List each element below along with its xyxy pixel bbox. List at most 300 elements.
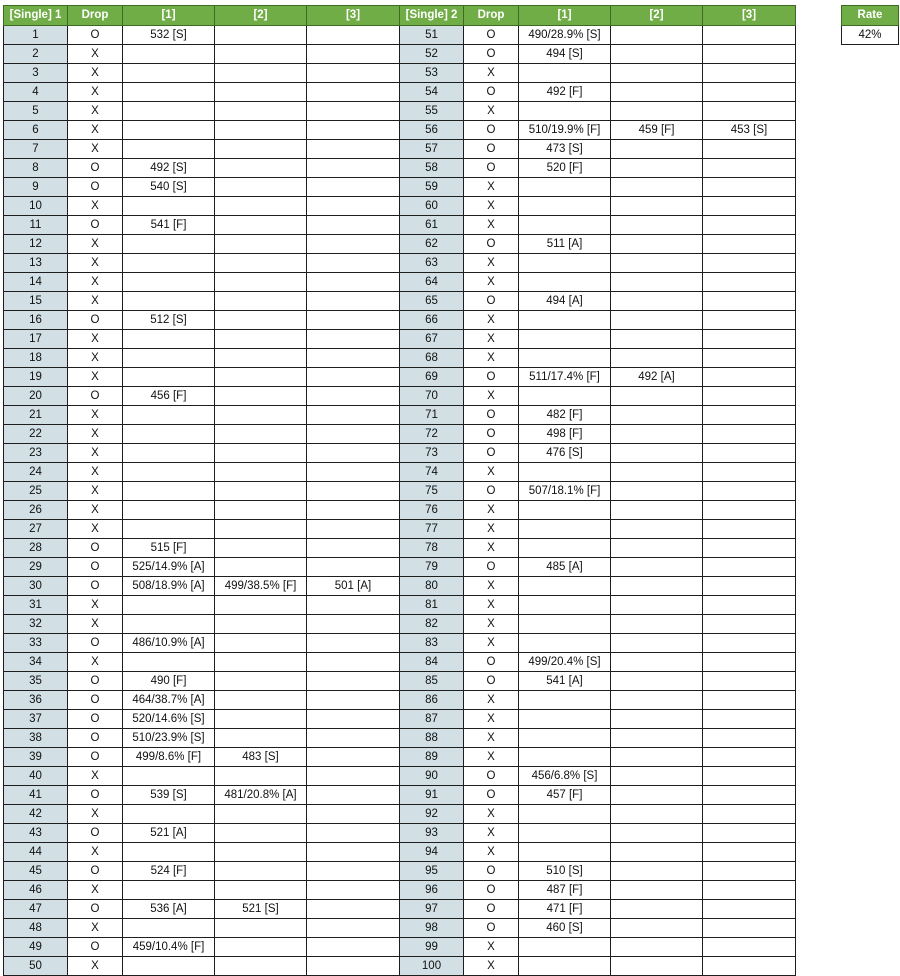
value-cell-1[interactable] [123,292,215,311]
drop-cell[interactable]: O [68,634,123,653]
column-header-index[interactable]: [Single] 1 [4,6,68,26]
value-cell-3[interactable] [703,178,796,197]
row-index-cell[interactable]: 90 [400,767,464,786]
value-cell-1[interactable]: 541 [F] [123,216,215,235]
value-cell-1[interactable] [123,767,215,786]
value-cell-2[interactable] [611,102,703,121]
value-cell-2[interactable] [215,938,307,957]
drop-cell[interactable]: X [464,387,519,406]
row-index-cell[interactable]: 84 [400,653,464,672]
drop-cell[interactable]: X [464,843,519,862]
row-index-cell[interactable]: 51 [400,26,464,45]
drop-cell[interactable]: O [68,748,123,767]
value-cell-1[interactable]: 520/14.6% [S] [123,710,215,729]
value-cell-1[interactable] [123,83,215,102]
value-cell-1[interactable]: 520 [F] [519,159,611,178]
value-cell-1[interactable]: 492 [S] [123,159,215,178]
row-index-cell[interactable]: 43 [4,824,68,843]
value-cell-1[interactable] [123,235,215,254]
value-cell-2[interactable] [611,64,703,83]
value-cell-2[interactable] [611,216,703,235]
value-cell-2[interactable] [215,83,307,102]
drop-cell[interactable]: X [68,197,123,216]
row-index-cell[interactable]: 69 [400,368,464,387]
value-cell-3[interactable] [307,957,400,976]
value-cell-2[interactable] [215,311,307,330]
value-cell-2[interactable] [611,273,703,292]
value-cell-3[interactable] [703,729,796,748]
value-cell-3[interactable] [307,197,400,216]
row-index-cell[interactable]: 60 [400,197,464,216]
drop-cell[interactable]: X [464,197,519,216]
row-index-cell[interactable]: 29 [4,558,68,577]
value-cell-3[interactable] [703,406,796,425]
value-cell-3[interactable] [307,178,400,197]
value-cell-1[interactable] [519,311,611,330]
drop-cell[interactable]: O [68,938,123,957]
value-cell-3[interactable] [703,444,796,463]
value-cell-1[interactable] [519,691,611,710]
row-index-cell[interactable]: 67 [400,330,464,349]
value-cell-1[interactable] [519,102,611,121]
value-cell-2[interactable] [215,387,307,406]
value-cell-2[interactable] [611,520,703,539]
drop-cell[interactable]: X [464,216,519,235]
row-index-cell[interactable]: 33 [4,634,68,653]
drop-cell[interactable]: O [464,26,519,45]
value-cell-3[interactable] [703,691,796,710]
drop-cell[interactable]: O [68,900,123,919]
value-cell-2[interactable] [611,311,703,330]
row-index-cell[interactable]: 45 [4,862,68,881]
value-cell-2[interactable] [611,197,703,216]
drop-cell[interactable]: O [464,767,519,786]
value-cell-1[interactable] [519,577,611,596]
value-cell-2[interactable] [215,292,307,311]
value-cell-2[interactable] [611,235,703,254]
value-cell-3[interactable] [703,577,796,596]
row-index-cell[interactable]: 48 [4,919,68,938]
value-cell-2[interactable] [611,634,703,653]
row-index-cell[interactable]: 30 [4,577,68,596]
value-cell-2[interactable] [611,425,703,444]
value-cell-2[interactable] [215,330,307,349]
row-index-cell[interactable]: 7 [4,140,68,159]
drop-cell[interactable]: O [464,159,519,178]
value-cell-1[interactable] [519,254,611,273]
value-cell-2[interactable] [215,843,307,862]
value-cell-1[interactable] [123,463,215,482]
value-cell-3[interactable] [703,634,796,653]
value-cell-3[interactable] [703,539,796,558]
drop-cell[interactable]: O [68,691,123,710]
value-cell-1[interactable] [519,64,611,83]
value-cell-1[interactable] [519,178,611,197]
value-cell-3[interactable] [307,596,400,615]
value-cell-3[interactable] [703,216,796,235]
value-cell-1[interactable] [519,843,611,862]
value-cell-3[interactable] [703,862,796,881]
value-cell-2[interactable] [215,729,307,748]
value-cell-1[interactable] [519,615,611,634]
value-cell-2[interactable] [611,710,703,729]
row-index-cell[interactable]: 15 [4,292,68,311]
value-cell-1[interactable]: 508/18.9% [A] [123,577,215,596]
drop-cell[interactable]: X [68,273,123,292]
value-cell-2[interactable] [215,121,307,140]
value-cell-1[interactable] [123,425,215,444]
value-cell-1[interactable]: 459/10.4% [F] [123,938,215,957]
value-cell-1[interactable] [519,463,611,482]
value-cell-2[interactable] [611,653,703,672]
value-cell-1[interactable]: 492 [F] [519,83,611,102]
row-index-cell[interactable]: 56 [400,121,464,140]
drop-cell[interactable]: O [464,425,519,444]
value-cell-3[interactable] [307,672,400,691]
value-cell-1[interactable]: 525/14.9% [A] [123,558,215,577]
drop-cell[interactable]: X [68,444,123,463]
value-cell-2[interactable] [215,45,307,64]
value-cell-2[interactable] [611,463,703,482]
row-index-cell[interactable]: 59 [400,178,464,197]
value-cell-3[interactable] [703,786,796,805]
drop-cell[interactable]: X [68,919,123,938]
row-index-cell[interactable]: 57 [400,140,464,159]
value-cell-2[interactable] [611,881,703,900]
value-cell-3[interactable] [307,121,400,140]
value-cell-2[interactable] [215,691,307,710]
drop-cell[interactable]: X [464,520,519,539]
drop-cell[interactable]: O [68,311,123,330]
value-cell-3[interactable] [307,292,400,311]
value-cell-3[interactable] [703,330,796,349]
value-cell-1[interactable] [519,216,611,235]
row-index-cell[interactable]: 71 [400,406,464,425]
drop-cell[interactable]: X [464,254,519,273]
value-cell-2[interactable] [611,558,703,577]
value-cell-2[interactable] [611,159,703,178]
drop-cell[interactable]: O [464,672,519,691]
column-header-3[interactable]: [3] [307,6,400,26]
value-cell-2[interactable]: 481/20.8% [A] [215,786,307,805]
value-cell-2[interactable] [611,26,703,45]
drop-cell[interactable]: X [68,83,123,102]
drop-cell[interactable]: O [464,786,519,805]
drop-cell[interactable]: X [68,805,123,824]
drop-cell[interactable]: O [464,406,519,425]
value-cell-2[interactable] [611,482,703,501]
value-cell-2[interactable] [215,539,307,558]
value-cell-3[interactable] [703,938,796,957]
row-index-cell[interactable]: 79 [400,558,464,577]
row-index-cell[interactable]: 22 [4,425,68,444]
value-cell-2[interactable] [611,330,703,349]
value-cell-2[interactable] [611,83,703,102]
value-cell-2[interactable] [215,425,307,444]
value-cell-3[interactable] [703,881,796,900]
drop-cell[interactable]: X [464,729,519,748]
row-index-cell[interactable]: 36 [4,691,68,710]
value-cell-1[interactable] [123,197,215,216]
value-cell-2[interactable]: 459 [F] [611,121,703,140]
drop-cell[interactable]: X [68,254,123,273]
row-index-cell[interactable]: 64 [400,273,464,292]
row-index-cell[interactable]: 41 [4,786,68,805]
drop-cell[interactable]: X [464,273,519,292]
value-cell-3[interactable] [307,463,400,482]
value-cell-3[interactable] [703,387,796,406]
value-cell-1[interactable]: 494 [A] [519,292,611,311]
value-cell-1[interactable] [519,710,611,729]
value-cell-3[interactable] [703,501,796,520]
rate-value[interactable]: 42% [842,26,899,45]
row-index-cell[interactable]: 97 [400,900,464,919]
value-cell-2[interactable] [611,824,703,843]
value-cell-2[interactable] [215,444,307,463]
value-cell-1[interactable]: 490 [F] [123,672,215,691]
row-index-cell[interactable]: 76 [400,501,464,520]
value-cell-3[interactable] [307,140,400,159]
value-cell-2[interactable] [215,406,307,425]
value-cell-2[interactable] [215,102,307,121]
row-index-cell[interactable]: 23 [4,444,68,463]
value-cell-1[interactable] [123,653,215,672]
value-cell-3[interactable] [307,710,400,729]
row-index-cell[interactable]: 32 [4,615,68,634]
drop-cell[interactable]: O [464,900,519,919]
value-cell-2[interactable] [611,767,703,786]
row-index-cell[interactable]: 78 [400,539,464,558]
value-cell-1[interactable]: 521 [A] [123,824,215,843]
drop-cell[interactable]: X [68,45,123,64]
value-cell-1[interactable] [123,406,215,425]
row-index-cell[interactable]: 14 [4,273,68,292]
value-cell-3[interactable] [703,653,796,672]
value-cell-3[interactable] [703,311,796,330]
row-index-cell[interactable]: 2 [4,45,68,64]
row-index-cell[interactable]: 31 [4,596,68,615]
value-cell-2[interactable] [611,501,703,520]
value-cell-2[interactable] [611,254,703,273]
column-header-2[interactable]: [2] [215,6,307,26]
drop-cell[interactable]: X [464,539,519,558]
value-cell-1[interactable]: 456/6.8% [S] [519,767,611,786]
value-cell-2[interactable] [611,900,703,919]
value-cell-3[interactable] [307,691,400,710]
drop-cell[interactable]: O [68,558,123,577]
row-index-cell[interactable]: 62 [400,235,464,254]
value-cell-1[interactable] [519,824,611,843]
value-cell-2[interactable]: 492 [A] [611,368,703,387]
value-cell-2[interactable] [215,919,307,938]
value-cell-1[interactable]: 486/10.9% [A] [123,634,215,653]
value-cell-1[interactable] [519,596,611,615]
value-cell-2[interactable] [611,596,703,615]
row-index-cell[interactable]: 54 [400,83,464,102]
value-cell-2[interactable] [215,653,307,672]
value-cell-1[interactable]: 456 [F] [123,387,215,406]
drop-cell[interactable]: X [68,121,123,140]
row-index-cell[interactable]: 38 [4,729,68,748]
value-cell-1[interactable]: 457 [F] [519,786,611,805]
value-cell-2[interactable] [215,349,307,368]
column-header-2[interactable]: [2] [611,6,703,26]
value-cell-3[interactable] [703,957,796,976]
value-cell-1[interactable] [519,349,611,368]
value-cell-3[interactable] [703,596,796,615]
value-cell-3[interactable] [307,482,400,501]
row-index-cell[interactable]: 96 [400,881,464,900]
value-cell-1[interactable]: 494 [S] [519,45,611,64]
value-cell-3[interactable] [307,900,400,919]
value-cell-3[interactable] [307,938,400,957]
row-index-cell[interactable]: 88 [400,729,464,748]
row-index-cell[interactable]: 68 [400,349,464,368]
drop-cell[interactable]: O [68,159,123,178]
row-index-cell[interactable]: 26 [4,501,68,520]
row-index-cell[interactable]: 65 [400,292,464,311]
value-cell-2[interactable] [215,501,307,520]
value-cell-3[interactable] [703,45,796,64]
value-cell-3[interactable] [703,26,796,45]
value-cell-1[interactable]: 540 [S] [123,178,215,197]
drop-cell[interactable]: X [68,482,123,501]
row-index-cell[interactable]: 25 [4,482,68,501]
value-cell-3[interactable] [307,311,400,330]
drop-cell[interactable]: X [464,805,519,824]
value-cell-1[interactable]: 482 [F] [519,406,611,425]
row-index-cell[interactable]: 55 [400,102,464,121]
value-cell-1[interactable] [123,843,215,862]
row-index-cell[interactable]: 58 [400,159,464,178]
value-cell-1[interactable] [519,938,611,957]
row-index-cell[interactable]: 39 [4,748,68,767]
value-cell-2[interactable] [215,26,307,45]
value-cell-2[interactable] [611,691,703,710]
value-cell-2[interactable] [215,159,307,178]
value-cell-3[interactable] [307,843,400,862]
value-cell-2[interactable] [611,140,703,159]
value-cell-3[interactable] [307,444,400,463]
value-cell-1[interactable]: 471 [F] [519,900,611,919]
value-cell-1[interactable]: 464/38.7% [A] [123,691,215,710]
value-cell-2[interactable] [611,387,703,406]
value-cell-3[interactable] [703,292,796,311]
drop-cell[interactable]: O [68,539,123,558]
value-cell-2[interactable] [611,805,703,824]
value-cell-3[interactable]: 501 [A] [307,577,400,596]
drop-cell[interactable]: O [68,729,123,748]
drop-cell[interactable]: X [464,824,519,843]
value-cell-3[interactable]: 453 [S] [703,121,796,140]
drop-cell[interactable]: X [68,615,123,634]
row-index-cell[interactable]: 100 [400,957,464,976]
drop-cell[interactable]: O [464,121,519,140]
row-index-cell[interactable]: 66 [400,311,464,330]
value-cell-1[interactable] [123,254,215,273]
row-index-cell[interactable]: 18 [4,349,68,368]
value-cell-3[interactable] [307,64,400,83]
value-cell-2[interactable]: 499/38.5% [F] [215,577,307,596]
value-cell-1[interactable] [519,729,611,748]
value-cell-1[interactable]: 487 [F] [519,881,611,900]
value-cell-3[interactable] [307,368,400,387]
row-index-cell[interactable]: 16 [4,311,68,330]
drop-cell[interactable]: O [464,292,519,311]
row-index-cell[interactable]: 11 [4,216,68,235]
drop-cell[interactable]: O [68,577,123,596]
value-cell-1[interactable]: 510/23.9% [S] [123,729,215,748]
value-cell-2[interactable] [215,273,307,292]
value-cell-1[interactable] [123,615,215,634]
value-cell-3[interactable] [307,729,400,748]
value-cell-3[interactable] [307,786,400,805]
value-cell-2[interactable] [611,729,703,748]
value-cell-1[interactable] [123,501,215,520]
value-cell-2[interactable] [215,235,307,254]
value-cell-2[interactable] [611,292,703,311]
row-index-cell[interactable]: 19 [4,368,68,387]
value-cell-1[interactable]: 507/18.1% [F] [519,482,611,501]
value-cell-1[interactable] [123,102,215,121]
value-cell-3[interactable] [703,520,796,539]
value-cell-3[interactable] [307,501,400,520]
value-cell-3[interactable] [703,672,796,691]
value-cell-2[interactable] [215,957,307,976]
value-cell-3[interactable] [307,653,400,672]
row-index-cell[interactable]: 94 [400,843,464,862]
row-index-cell[interactable]: 82 [400,615,464,634]
value-cell-2[interactable] [611,938,703,957]
value-cell-3[interactable] [703,748,796,767]
value-cell-3[interactable] [703,140,796,159]
drop-cell[interactable]: X [68,501,123,520]
value-cell-1[interactable]: 539 [S] [123,786,215,805]
value-cell-1[interactable] [123,805,215,824]
row-index-cell[interactable]: 87 [400,710,464,729]
drop-cell[interactable]: O [68,710,123,729]
value-cell-3[interactable] [307,881,400,900]
value-cell-2[interactable] [611,786,703,805]
value-cell-2[interactable] [215,862,307,881]
drop-cell[interactable]: X [68,463,123,482]
row-index-cell[interactable]: 24 [4,463,68,482]
row-index-cell[interactable]: 20 [4,387,68,406]
row-index-cell[interactable]: 98 [400,919,464,938]
row-index-cell[interactable]: 44 [4,843,68,862]
row-index-cell[interactable]: 28 [4,539,68,558]
value-cell-2[interactable] [611,672,703,691]
value-cell-3[interactable] [703,64,796,83]
value-cell-1[interactable]: 511/17.4% [F] [519,368,611,387]
value-cell-1[interactable] [519,748,611,767]
value-cell-1[interactable] [123,957,215,976]
value-cell-3[interactable] [307,45,400,64]
drop-cell[interactable]: O [464,653,519,672]
drop-cell[interactable]: O [464,444,519,463]
value-cell-3[interactable] [307,102,400,121]
value-cell-3[interactable] [307,387,400,406]
column-header-index[interactable]: [Single] 2 [400,6,464,26]
drop-cell[interactable]: X [464,178,519,197]
value-cell-2[interactable] [611,349,703,368]
value-cell-1[interactable]: 460 [S] [519,919,611,938]
value-cell-3[interactable] [703,368,796,387]
value-cell-2[interactable] [611,577,703,596]
value-cell-1[interactable]: 490/28.9% [S] [519,26,611,45]
column-header-1[interactable]: [1] [519,6,611,26]
drop-cell[interactable]: X [68,425,123,444]
